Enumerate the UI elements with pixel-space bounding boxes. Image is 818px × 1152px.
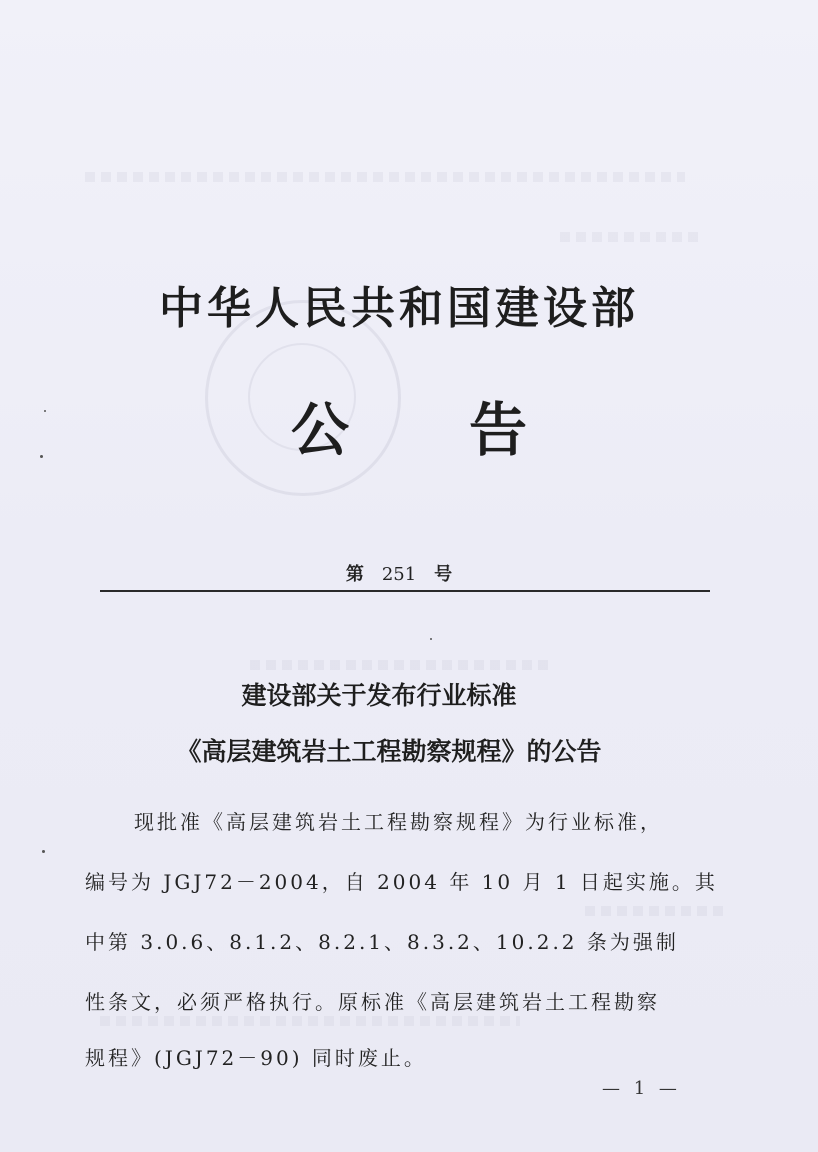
- body-text-line: 规程》(JGJ72－90) 同时废止。: [85, 1046, 427, 1070]
- scan-speck: [430, 638, 432, 640]
- body-text-line: 性条文，必须严格执行。原标准《高层建筑岩土工程勘察: [85, 990, 660, 1014]
- document-number: [0, 560, 808, 586]
- bleed-through-mark: [85, 172, 685, 182]
- page-number: — 1 —: [602, 1078, 681, 1099]
- scan-speck: [44, 410, 46, 412]
- scan-speck: [40, 455, 43, 458]
- announcement-title-line-1: 建设部关于发布行业标准: [241, 681, 517, 710]
- document-type-heading: [0, 383, 818, 467]
- bleed-through-mark: [250, 660, 550, 670]
- announcement-title-line-2: 《高层建筑岩土工程勘察规程》的公告: [176, 737, 602, 766]
- scan-speck: [42, 850, 45, 853]
- bleed-through-mark: [585, 906, 725, 916]
- body-text-line: 编号为 JGJ72－2004，自 2004 年 10 月 1 日起实施。其: [85, 870, 718, 894]
- document-type-char: 告: [469, 396, 528, 464]
- document-number-value: 251: [381, 564, 417, 585]
- document-type-char: 公: [290, 396, 349, 464]
- document-number-prefix: 第: [345, 564, 364, 585]
- body-text-line: 现批准《高层建筑岩土工程勘察规程》为行业标准，: [134, 810, 663, 834]
- body-text-line: 中第 3.0.6、8.1.2、8.2.1、8.3.2、10.2.2 条为强制: [85, 930, 679, 954]
- bleed-through-mark: [560, 232, 700, 242]
- issuing-agency-heading: 中华人民共和国建设部: [159, 283, 639, 334]
- document-number-suffix: 号: [434, 564, 453, 585]
- bleed-through-mark: [100, 1016, 520, 1026]
- header-divider: [100, 590, 710, 592]
